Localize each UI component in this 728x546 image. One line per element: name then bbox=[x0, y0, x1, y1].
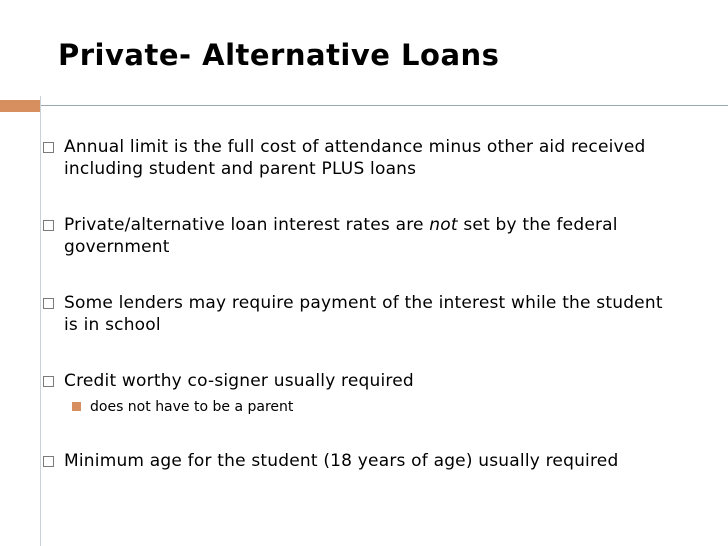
hollow-square-bullet-icon bbox=[43, 298, 54, 309]
hollow-square-bullet-icon bbox=[43, 376, 54, 387]
bullet-text bbox=[64, 214, 664, 258]
emphasis-text: not bbox=[429, 215, 458, 235]
bullet-text: Some lenders may require payment of the interest while the student is in school bbox=[64, 293, 663, 335]
bullet-text: Credit worthy co-signer usually required bbox=[64, 371, 414, 391]
slide-title: Private- Alternative Loans bbox=[58, 38, 500, 72]
filled-square-bullet-icon bbox=[72, 402, 81, 411]
bullet-text-part: set by the federal government bbox=[64, 215, 618, 257]
hollow-square-bullet-icon bbox=[43, 142, 54, 153]
title-accent-bar bbox=[0, 100, 40, 112]
hollow-square-bullet-icon bbox=[43, 220, 54, 231]
hollow-square-bullet-icon bbox=[43, 456, 54, 467]
title-divider bbox=[40, 105, 728, 106]
sub-bullet-text: does not have to be a parent bbox=[90, 399, 294, 415]
bullet-text-part: Private/alternative loan interest rates are bbox=[64, 215, 430, 235]
left-margin-rule bbox=[40, 96, 41, 546]
bullet-text: Annual limit is the full cost of attendance minus other aid received including student and parent PLUS loans bbox=[64, 137, 646, 179]
bullet-text: Minimum age for the student (18 years of age) usually required bbox=[64, 451, 619, 471]
